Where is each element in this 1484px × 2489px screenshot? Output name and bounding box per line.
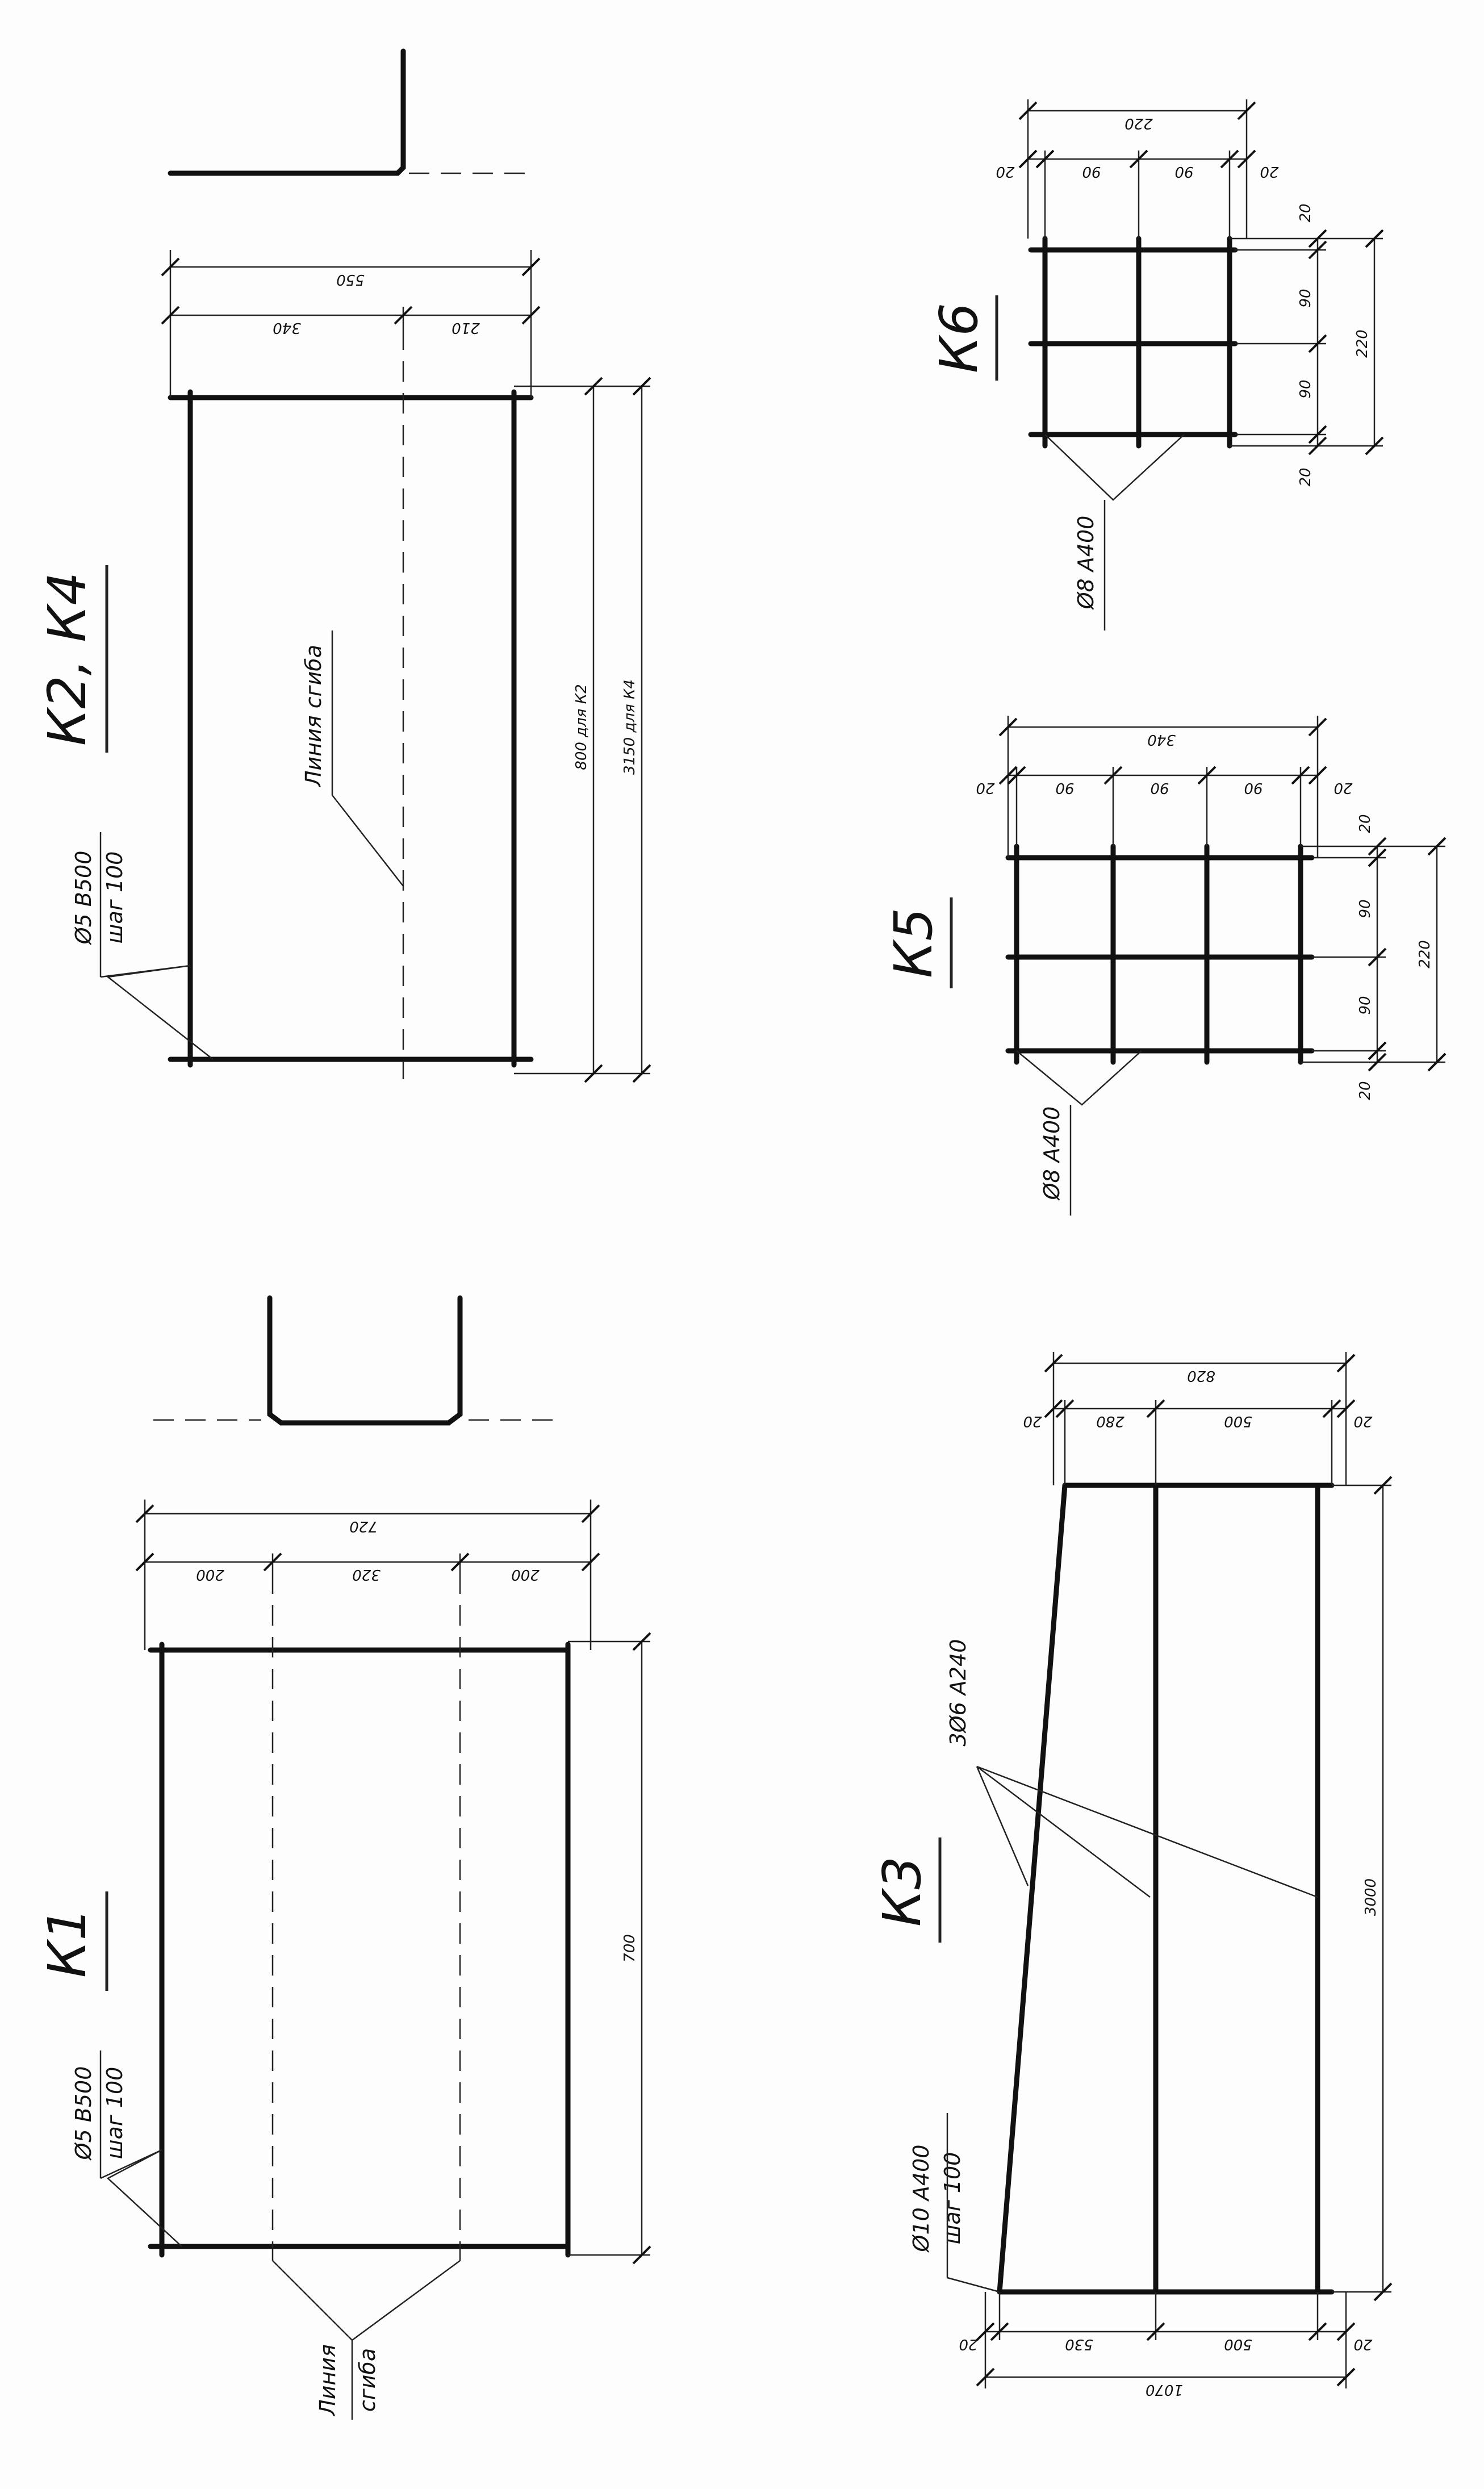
k3-rebar-main: Ø10 А400 bbox=[909, 2144, 934, 2252]
k5-dim-a: 20 bbox=[976, 779, 995, 796]
k2k4-dim-b: 210 bbox=[452, 319, 480, 336]
mesh-k1 bbox=[37, 1298, 650, 2420]
k6-dim-v1: 20 bbox=[1297, 203, 1314, 223]
k3-title: К3 bbox=[872, 1856, 933, 1927]
k6-dim-v4: 20 bbox=[1297, 467, 1314, 487]
k3-pitch: шаг 100 bbox=[940, 2152, 965, 2245]
k3-dim-bot-b: 530 bbox=[1065, 2336, 1093, 2353]
k1-pitch: шаг 100 bbox=[102, 2066, 127, 2160]
k3-dim-bot-c: 500 bbox=[1224, 2336, 1252, 2353]
k3-dim-bot-a: 20 bbox=[959, 2336, 978, 2353]
k5-rebar: Ø8 А400 bbox=[1039, 1106, 1064, 1200]
k1-bend-line-label-1: Линия bbox=[315, 2344, 340, 2416]
k6-dim-v2: 90 bbox=[1297, 289, 1314, 308]
k3-dim-top-b: 280 bbox=[1096, 1413, 1125, 1430]
k1-title: К1 bbox=[37, 1907, 98, 1978]
k6-dim-vtotal: 220 bbox=[1354, 329, 1371, 358]
k5-dim-v3: 90 bbox=[1357, 996, 1374, 1015]
k3-dim-bot-total: 1070 bbox=[1145, 2381, 1184, 2398]
k3-dim-top-c: 500 bbox=[1224, 1413, 1252, 1430]
k5-dim-total: 340 bbox=[1147, 731, 1176, 748]
k5-title: К5 bbox=[883, 908, 944, 978]
k2k4-dim-total: 550 bbox=[336, 271, 365, 288]
mesh-k5 bbox=[883, 716, 1445, 1216]
k1-dim-left: 200 bbox=[196, 1566, 224, 1583]
k1-dim-mid: 320 bbox=[352, 1566, 381, 1583]
k1-bend-profile bbox=[270, 1298, 460, 1423]
k1-dim-total: 720 bbox=[349, 1518, 378, 1535]
k5-dim-b: 90 bbox=[1055, 779, 1075, 796]
k2k4-pitch: шаг 100 bbox=[102, 851, 127, 944]
k2k4-dim-a: 340 bbox=[273, 319, 301, 336]
k1-dim-right: 200 bbox=[511, 1566, 540, 1583]
k3-dim-top-d: 20 bbox=[1353, 1413, 1373, 1430]
k5-dim-vtotal: 220 bbox=[1416, 940, 1433, 968]
k5-dim-v4: 20 bbox=[1357, 1081, 1374, 1100]
mesh-k3 bbox=[872, 1352, 1391, 2398]
k6-dim-d: 20 bbox=[1260, 163, 1279, 180]
k2k4-rebar: Ø5 В500 bbox=[71, 850, 96, 945]
k3-dim-bot-d: 20 bbox=[1353, 2336, 1373, 2353]
k2k4-title: К2, К4 bbox=[37, 571, 98, 746]
k1-rebar: Ø5 В500 bbox=[71, 2066, 96, 2160]
k5-dim-d: 90 bbox=[1244, 779, 1263, 796]
k5-dim-c: 90 bbox=[1150, 779, 1169, 796]
k6-dim-total: 220 bbox=[1125, 115, 1153, 132]
k6-rebar: Ø8 А400 bbox=[1073, 515, 1098, 609]
k2k4-bend-profile bbox=[170, 51, 403, 173]
mesh-k6 bbox=[929, 99, 1383, 630]
k3-dim-top-a: 20 bbox=[1023, 1413, 1042, 1430]
mesh-k2-k4 bbox=[37, 51, 650, 1082]
k6-title: К6 bbox=[929, 303, 989, 373]
k3-long-bar-1 bbox=[1000, 1485, 1065, 2292]
k6-dim-b: 90 bbox=[1082, 163, 1101, 180]
k6-dim-v3: 90 bbox=[1297, 379, 1314, 399]
k3-rebar-long: 3Ø6 А240 bbox=[946, 1639, 971, 1747]
k3-dim-top-total: 820 bbox=[1187, 1367, 1215, 1384]
k1-bend-line-label-2: сгиба bbox=[355, 2348, 380, 2412]
k5-dim-v2: 90 bbox=[1357, 899, 1374, 918]
k5-dim-e: 20 bbox=[1333, 779, 1353, 796]
k2k4-dim-len-k2: 800 для К2 bbox=[573, 684, 590, 770]
k5-dim-v1: 20 bbox=[1357, 814, 1374, 833]
k2k4-dim-len-k4: 3150 для К4 bbox=[621, 679, 638, 775]
k1-dim-length: 700 bbox=[621, 1934, 638, 1962]
k2k4-bend-line-label: Линия сгиба bbox=[301, 644, 326, 787]
k3-dim-length: 3000 bbox=[1362, 1878, 1380, 1916]
k6-dim-c: 90 bbox=[1174, 163, 1194, 180]
k6-dim-a: 20 bbox=[996, 163, 1015, 180]
